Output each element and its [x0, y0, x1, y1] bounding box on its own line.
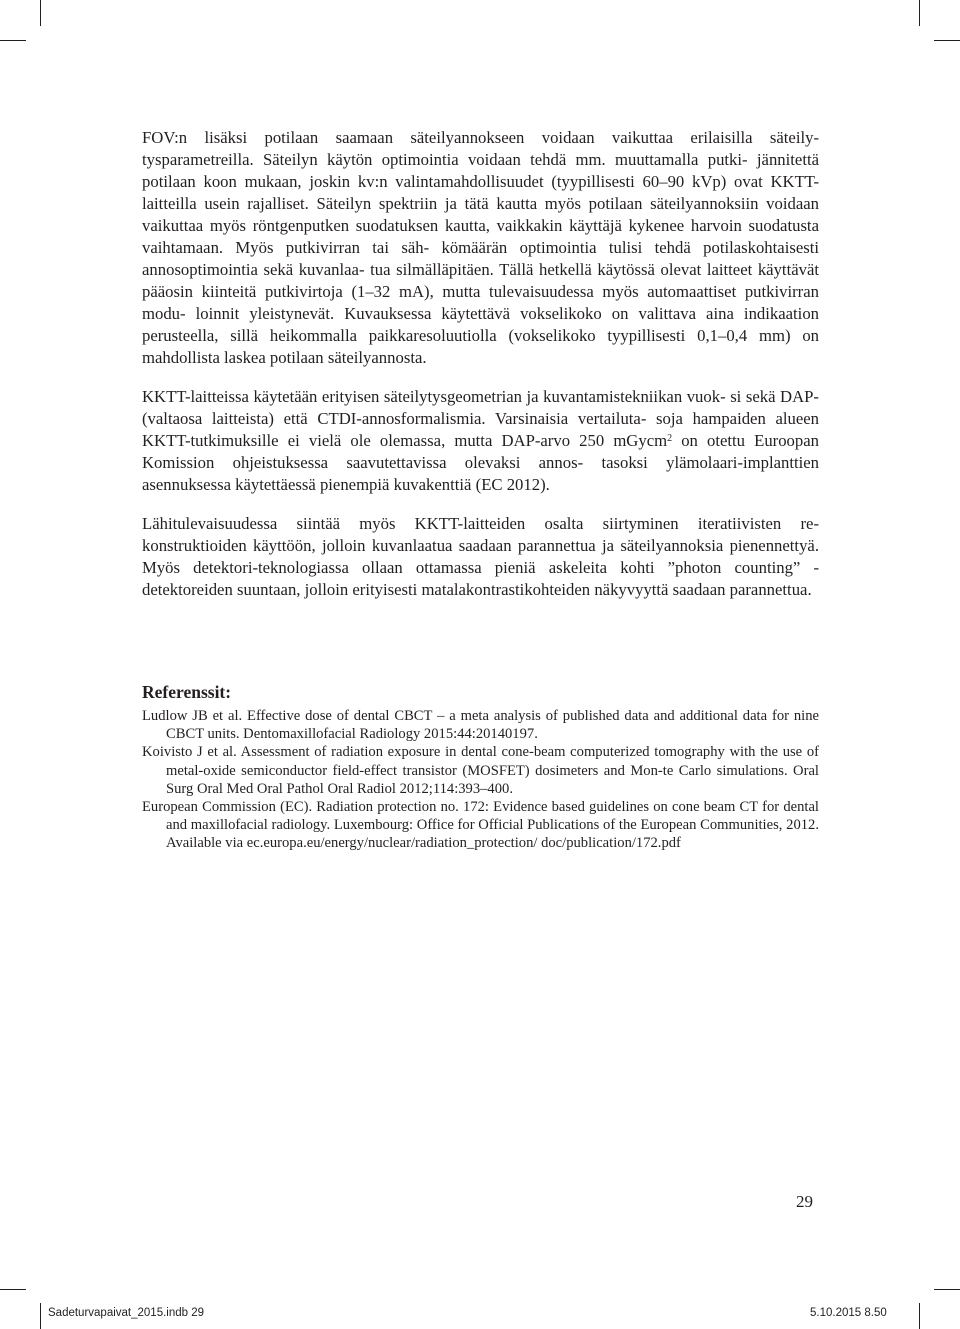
reference-item: European Commission (EC). Radiation protection no. 172: Evidence based guidelines on cone beam CT for dental and maxillofacial radiology. Luxembourg: Office for Official Publications of the European Communities, 2012. Available via ec.europa.eu/energy/nuclear/radiation_protection/ doc/publication/172.pdf — [142, 799, 819, 852]
slug-timestamp: 5.10.2015 8.50 — [810, 1307, 887, 1319]
reference-item: Koivisto J et al. Assessment of radiation exposure in dental cone-beam computerized tomography with the use of metal-oxide semiconductor field-effect transistor (MOSFET) dosimeters and Mon-te Carlo simulations. Oral Surg Oral Med Oral Pathol Oral Radiol 2012;114:393–400. — [142, 744, 819, 797]
crop-mark-bottom-left-h — [0, 1289, 26, 1290]
crop-mark-top-right-h — [934, 40, 960, 41]
references-heading: Referenssit: — [142, 682, 232, 702]
reference-item: Ludlow JB et al. Effective dose of dental CBCT – a meta analysis of published data and additional data for nine CBCT units. Dentomaxillofacial Radiology 2015:44:20140197. — [142, 708, 819, 743]
crop-mark-bottom-right-h — [934, 1289, 960, 1290]
slug-file: Sadeturvapaivat_2015.indb 29 — [48, 1307, 205, 1319]
page-number: 29 — [796, 1192, 813, 1211]
crop-mark-bottom-left — [40, 1303, 41, 1329]
paragraph-2: KKTT-laitteissa käytetään erityisen säteilytysgeometrian ja kuvantamistekniikan vuok- si sekä DAP- (valtaosa laitteista) että CTDI-annosformalismia. Varsinaisia vertailuta- soja hampaiden alueen KKTT-tutkimuksille ei vielä ole olemassa, mutta DAP-arvo 250 mGycm$^2$ on otettu Euroopan Komission ohjeistuksessa saavutettavissa olevaksi annos- tasoksi ylämolaari-implanttien asennuksessa käytettäessä pienempiä kuvakenttiä (EC 2012). — [142, 387, 820, 494]
paragraph-1: FOV:n lisäksi potilaan saamaan säteilyannokseen voidaan vaikuttaa erilaisilla säteily- tysparametreilla. Säteilyn käytön optimointia voidaan tehdä mm. muuttamalla putki- jännitettä potilaan koon mukaan, joskin kv:n valintamahdollisuudet (tyypillisesti 60–90 kVp) ovat KKTT-laitteilla usein rajalliset. Säteilyn spektriin ja tätä kautta myös potilaan säteilyannoksiin voidaan vaikuttaa myös röntgenputken suodatuksen kautta, vaikkakin käyttäjä kykenee harvoin suodatusta vaihtamaan. Myös putkivirran tai säh- kömäärän optimointia tulisi tehdä potilaskohtaisesti annosoptimointia sekä kuvanlaa- tua silmälläpitäen. Tällä hetkellä käytössä olevat laitteet käyttävät pääosin kiinteitä putkivirtoja (1–32 mA), mutta tulevaisuudessa myös automaattiset putkivirran modu- loinnit yleistynevät. Kuvauksessa käytettävä vokselikoko on valittava aina indikaation perusteella, sillä heikommalla paikkaresoluutiolla (vokselikoko tyypillisesti 0,1–0,4 mm) on mahdollista laskea potilaan säteilyannosta. — [142, 128, 820, 367]
body-text — [142, 127, 819, 618]
crop-mark-top-left — [40, 0, 41, 26]
crop-mark-top-left-h — [0, 40, 26, 41]
crop-mark-bottom-right — [919, 1303, 920, 1329]
paragraph-3: Lähitulevaisuudessa siintää myös KKTT-laitteiden osalta siirtyminen iteratiivisten re- konstruktioiden käyttöön, jolloin kuvanlaatua saadaan parannettua ja säteilyannoksia pienennettyä. Myös detektori-teknologiassa ollaan ottamassa pieniä askeleita kohti ”photon counting” -detektoreiden suuntaan, jolloin erityisesti matalakontrastikohteiden näkyvyyttä saadaan parannettua. — [142, 514, 819, 599]
superscript-2: 2 — [667, 433, 673, 444]
crop-mark-top-right — [919, 0, 920, 26]
references-list — [142, 707, 819, 853]
